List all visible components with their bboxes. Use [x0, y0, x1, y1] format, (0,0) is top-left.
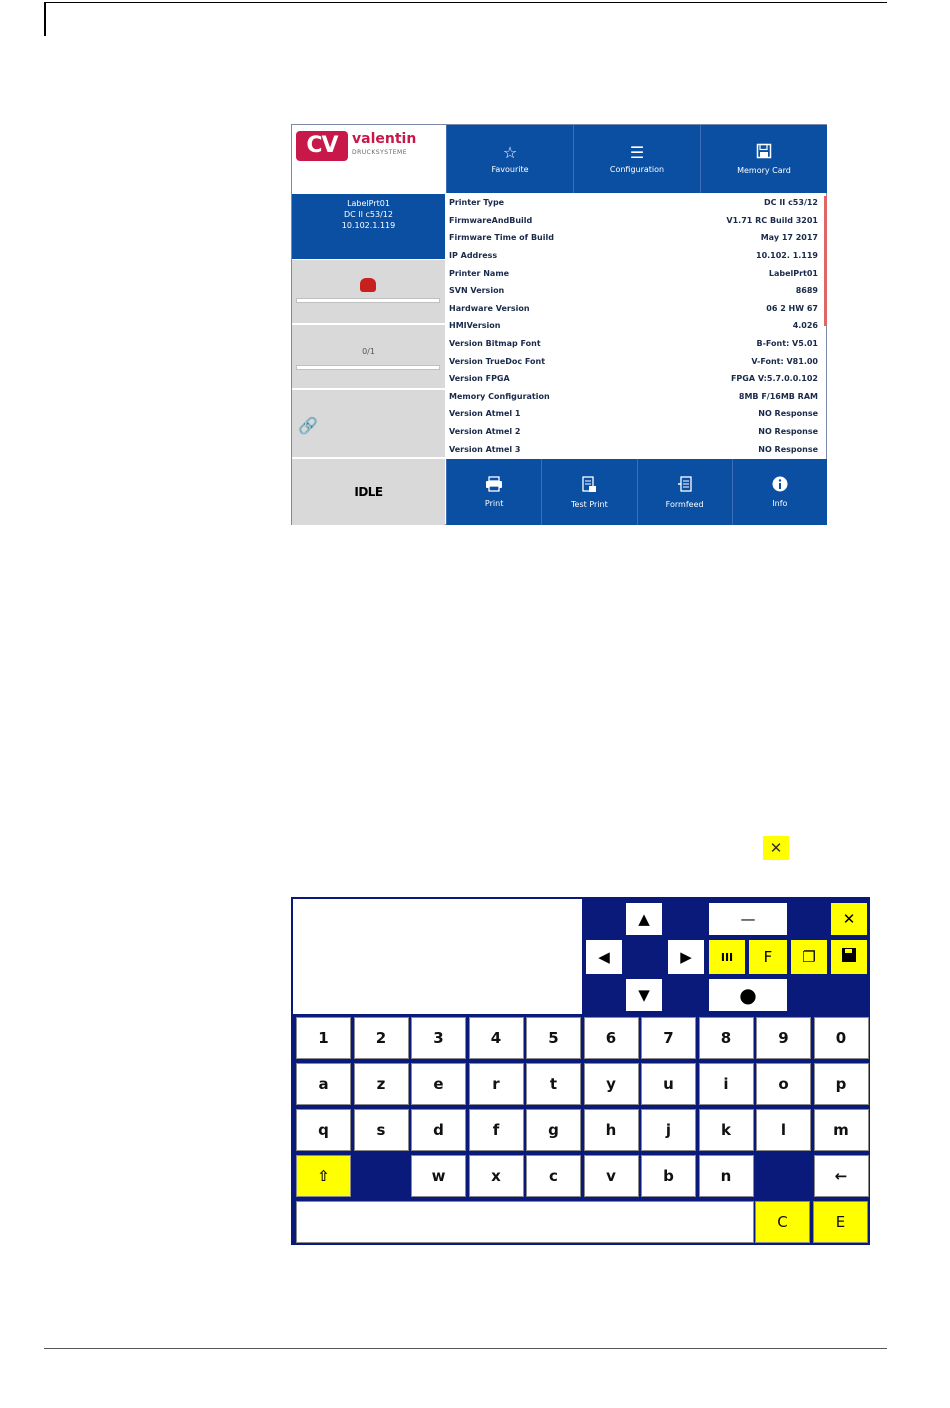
info-row — [446, 370, 824, 388]
info-value: 10.102. 1.119 — [756, 251, 818, 261]
memory-card-button[interactable] — [700, 125, 827, 193]
key-q[interactable]: q — [296, 1109, 351, 1151]
device-ip: 10.102.1.119 — [341, 221, 396, 230]
key-k[interactable]: k — [699, 1109, 754, 1151]
info-row — [446, 212, 824, 230]
key-h[interactable]: h — [584, 1109, 639, 1151]
info-row — [446, 264, 824, 282]
save-icon — [756, 143, 772, 163]
key-y[interactable]: y — [584, 1063, 639, 1105]
info-row — [446, 300, 824, 318]
blank-key — [354, 1155, 409, 1197]
info-value: May 17 2017 — [760, 233, 818, 243]
configuration-button[interactable] — [573, 125, 700, 193]
save-icon — [841, 947, 857, 967]
info-label: SVN Version — [449, 286, 505, 296]
info-value: 8689 — [795, 286, 818, 296]
key-u[interactable]: u — [641, 1063, 696, 1105]
logo-name: valentin — [352, 131, 417, 147]
info-label: Version Atmel 2 — [449, 427, 521, 437]
bottom-nav — [446, 459, 827, 525]
test-print-button[interactable] — [541, 459, 636, 525]
key-6[interactable]: 6 — [584, 1017, 639, 1059]
info-row — [446, 247, 824, 265]
formfeed-button[interactable] — [637, 459, 732, 525]
clear-key-label: C — [777, 1213, 788, 1231]
info-label: Version Atmel 3 — [449, 444, 521, 454]
key-s[interactable]: s — [354, 1109, 409, 1151]
formfeed-label: Formfeed — [665, 499, 704, 509]
info-label: Version Bitmap Font — [449, 339, 541, 349]
info-table — [446, 194, 824, 458]
arrow-up-button[interactable] — [626, 903, 662, 935]
job-progress-bar — [296, 365, 440, 370]
info-row — [446, 388, 824, 406]
counter-panel — [292, 325, 445, 389]
printer-display — [291, 124, 827, 525]
info-label: Printer Type — [449, 198, 505, 208]
input-display[interactable] — [293, 899, 582, 1014]
key-3[interactable]: 3 — [411, 1017, 466, 1059]
configuration-label: Configuration — [609, 165, 665, 174]
print-label: Print — [484, 499, 504, 508]
info-label: Version TrueDoc Font — [449, 356, 546, 366]
close-icon: ✕ — [763, 836, 789, 860]
ribbon-panel — [292, 260, 445, 324]
favourite-button[interactable] — [446, 125, 573, 193]
info-row — [446, 405, 824, 423]
key-7[interactable]: 7 — [641, 1017, 696, 1059]
dot-icon: ● — [739, 983, 757, 1007]
info-label: Printer Name — [449, 268, 510, 278]
arrow-right-button[interactable] — [668, 940, 704, 974]
enter-key-label: E — [835, 1213, 846, 1231]
font-icon: F — [763, 948, 773, 966]
info-value: V1.71 RC Build 3201 — [726, 215, 818, 225]
info-value: NO Response — [758, 409, 818, 419]
key-j[interactable]: j — [641, 1109, 696, 1151]
info-row — [446, 229, 824, 247]
device-model: DC II c53/12 — [343, 210, 393, 219]
key-a[interactable]: a — [296, 1063, 351, 1105]
key-t[interactable]: t — [526, 1063, 581, 1105]
key-1[interactable]: 1 — [296, 1017, 351, 1059]
page-frame-bottom — [44, 1348, 887, 1349]
info-value: NO Response — [758, 444, 818, 454]
device-name: LabelPrt01 — [347, 199, 390, 208]
page-frame-top — [44, 2, 887, 3]
space-dot-button[interactable] — [709, 979, 787, 1011]
connection-panel — [292, 390, 445, 458]
printer-icon — [485, 476, 503, 496]
info-row — [446, 440, 824, 458]
ribbon-level-bar — [296, 298, 440, 303]
key-i[interactable]: i — [699, 1063, 754, 1105]
link-icon: 🔗 — [298, 416, 318, 435]
barcode-button[interactable] — [709, 940, 745, 974]
close-button[interactable] — [831, 903, 867, 935]
key-c[interactable]: c — [526, 1155, 581, 1197]
formfeed-icon — [677, 476, 693, 497]
key-z[interactable]: z — [354, 1063, 409, 1105]
key-4[interactable]: 4 — [469, 1017, 524, 1059]
key-b[interactable]: b — [641, 1155, 696, 1197]
page-frame-left — [44, 2, 46, 36]
info-button[interactable] — [732, 459, 827, 525]
scrollbar[interactable] — [824, 196, 827, 326]
info-value: V-Font: V81.00 — [751, 356, 818, 366]
arrow-right-icon: ▶ — [680, 948, 692, 966]
key-g[interactable]: g — [526, 1109, 581, 1151]
info-label: Firmware Time of Build — [449, 233, 554, 243]
info-label: HMIVersion — [449, 321, 501, 331]
info-label: Version FPGA — [449, 374, 510, 384]
arrow-down-icon: ▼ — [638, 986, 650, 1004]
shift-key[interactable]: ⇧ — [296, 1155, 351, 1197]
ribbon-icon — [360, 278, 376, 292]
info-label: Info — [772, 499, 788, 508]
info-row — [446, 352, 824, 370]
tab-button[interactable] — [709, 903, 787, 935]
test-print-label: Test Print — [571, 499, 608, 509]
barcode-icon: III — [720, 950, 734, 964]
arrow-left-button[interactable] — [586, 940, 622, 974]
info-row — [446, 335, 824, 353]
key-x[interactable]: x — [469, 1155, 524, 1197]
info-value: NO Response — [758, 427, 818, 437]
logo-mark: CV — [296, 131, 348, 161]
key-w[interactable]: w — [411, 1155, 466, 1197]
copy-button[interactable] — [791, 940, 827, 974]
info-icon — [772, 476, 788, 496]
print-button[interactable] — [446, 459, 541, 525]
copy-icon: ❐ — [802, 948, 816, 966]
list-icon: ☰ — [629, 143, 645, 162]
info-label: Hardware Version — [449, 303, 530, 313]
star-icon: ☆ — [502, 143, 518, 162]
clear-key[interactable] — [755, 1201, 810, 1243]
info-row — [446, 423, 824, 441]
info-label: IP Address — [449, 251, 498, 261]
info-value: FPGA V:5.7.0.0.102 — [730, 374, 818, 384]
logo-sub: DRUCKSYSTEME — [352, 149, 408, 156]
key-v[interactable]: v — [584, 1155, 639, 1197]
key-2[interactable]: 2 — [354, 1017, 409, 1059]
info-value: LabelPrt01 — [768, 268, 818, 278]
favourite-label: Favourite — [491, 165, 529, 174]
top-nav — [446, 125, 827, 193]
save-button[interactable] — [831, 940, 867, 974]
job-counter: 0/1 — [362, 347, 375, 356]
info-row — [446, 194, 824, 212]
backspace-key[interactable]: ← — [814, 1155, 869, 1197]
font-button[interactable] — [749, 940, 787, 974]
arrow-down-button[interactable] — [626, 979, 662, 1011]
on-screen-keyboard — [291, 897, 870, 1245]
arrow-left-icon: ◀ — [598, 948, 610, 966]
status-indicator: IDLE — [292, 459, 445, 525]
info-value: B-Font: V5.01 — [756, 339, 818, 349]
test-print-icon — [581, 476, 597, 497]
key-l[interactable]: l — [756, 1109, 811, 1151]
enter-key[interactable] — [813, 1201, 868, 1243]
key-o[interactable]: o — [756, 1063, 811, 1105]
logo — [292, 125, 445, 193]
tab-icon: — — [740, 910, 756, 928]
key-9[interactable]: 9 — [756, 1017, 811, 1059]
info-value: 06 2 HW 67 — [766, 303, 818, 313]
info-value: DC II c53/12 — [764, 198, 818, 208]
info-label: Memory Configuration — [449, 391, 550, 401]
info-row — [446, 317, 824, 335]
device-info — [292, 194, 445, 259]
info-label: FirmwareAndBuild — [449, 215, 533, 225]
info-value: 4.026 — [792, 321, 818, 331]
space-bar[interactable] — [296, 1201, 754, 1243]
key-n[interactable]: n — [699, 1155, 754, 1197]
key-d[interactable]: d — [411, 1109, 466, 1151]
key-m[interactable]: m — [814, 1109, 869, 1151]
info-value: 8MB F/16MB RAM — [738, 391, 818, 401]
key-0[interactable]: 0 — [814, 1017, 869, 1059]
key-f[interactable]: f — [469, 1109, 524, 1151]
keyboard-controls — [584, 899, 870, 1014]
close-icon: ✕ — [842, 910, 856, 928]
arrow-up-icon: ▲ — [638, 910, 650, 928]
key-5[interactable]: 5 — [526, 1017, 581, 1059]
blank-key — [756, 1155, 811, 1197]
key-r[interactable]: r — [469, 1063, 524, 1105]
key-e[interactable]: e — [411, 1063, 466, 1105]
memory-card-label: Memory Card — [737, 166, 791, 175]
info-label: Version Atmel 1 — [449, 409, 521, 419]
key-8[interactable]: 8 — [699, 1017, 754, 1059]
info-row — [446, 282, 824, 300]
key-p[interactable]: p — [814, 1063, 869, 1105]
